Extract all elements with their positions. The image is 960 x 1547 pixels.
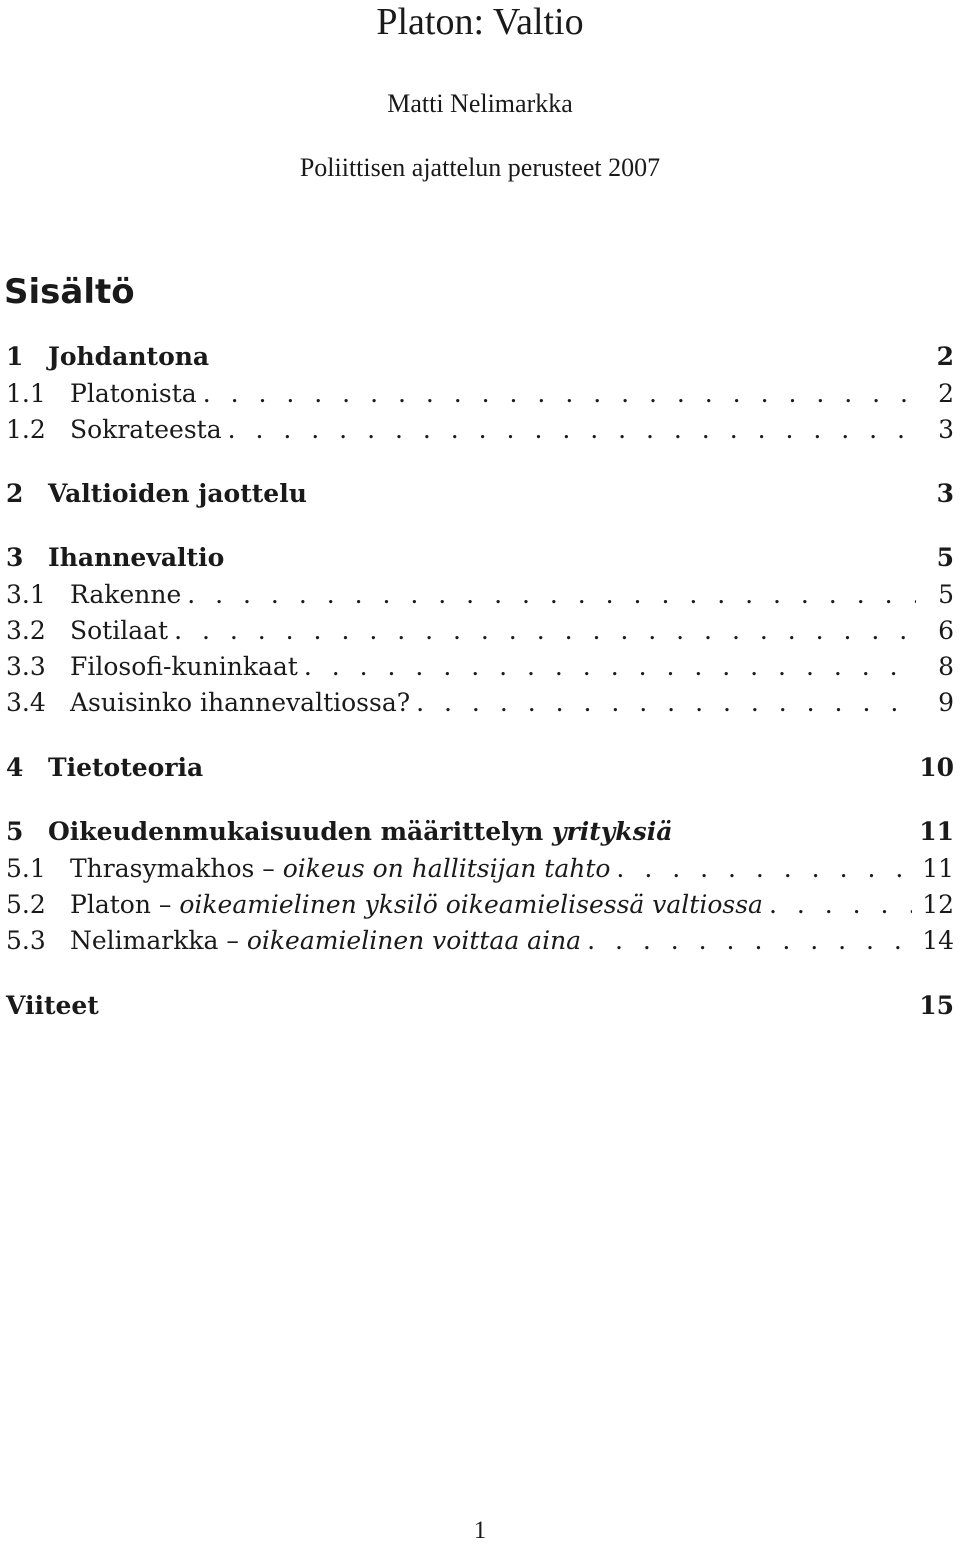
toc-section-entry[interactable] — [6, 888, 954, 922]
toc-entry-number: 1.1 — [6, 379, 46, 408]
toc-entry-number: 4 — [6, 753, 24, 782]
toc-entry-title-text: Nelimarkka – — [70, 926, 239, 955]
toc-section-entry[interactable] — [6, 578, 954, 612]
toc-entry-title — [48, 815, 672, 849]
toc-entry-title-emphasis: oikeus on hallitsijan tahto — [282, 854, 611, 883]
toc-entry-title-text: Asuisinko ihannevaltiossa? — [70, 688, 411, 717]
toc-entry-page: 11 — [919, 817, 954, 846]
toc-entry-page: 12 — [922, 890, 954, 919]
toc-dot-leader — [304, 650, 916, 684]
toc-section-entry[interactable] — [6, 852, 954, 886]
toc-section-entry[interactable] — [6, 614, 954, 648]
toc-entry-number: 5.3 — [6, 926, 46, 955]
toc-entry-page: 11 — [922, 854, 954, 883]
toc-entry-title-emphasis: yrityksiä — [552, 817, 673, 846]
toc-entry-title-text: Ihannevaltio — [48, 543, 225, 572]
toc-entry-number: 5.2 — [6, 890, 46, 919]
toc-entry-number: 3.2 — [6, 616, 46, 645]
toc-entry-number: 2 — [6, 479, 24, 508]
toc-entry-title-text: Platonista — [70, 379, 197, 408]
toc-entry-title — [6, 614, 168, 648]
toc-section-entry[interactable] — [6, 377, 954, 411]
toc-dot-leader — [174, 614, 916, 648]
toc-entry-title — [48, 340, 209, 374]
toc-entry-page: 5 — [936, 543, 954, 572]
toc-dot-leader — [203, 377, 916, 411]
toc-entry-title — [6, 852, 610, 886]
toc-chapter-entry[interactable] — [6, 815, 954, 849]
toc-section-entry[interactable] — [6, 686, 954, 720]
toc-section-entry[interactable] — [6, 924, 954, 958]
toc-entry-page: 2 — [936, 342, 954, 371]
toc-entry-title-text: Valtioiden jaottelu — [48, 479, 307, 508]
toc-entry-page: 5 — [938, 580, 954, 609]
toc-entry-title — [48, 751, 203, 785]
toc-entry-title-text: Tietoteoria — [48, 753, 204, 782]
toc-entry-page: 14 — [922, 926, 954, 955]
toc-entry-page: 8 — [938, 652, 954, 681]
toc-entry-title — [6, 686, 410, 720]
toc-dot-leader — [228, 413, 916, 447]
toc-entry-title-text: Sokrateesta — [70, 415, 222, 444]
toc-entry-page: 2 — [938, 379, 954, 408]
document-title: Platon: Valtio — [376, 1, 584, 43]
toc-entry-page: 15 — [919, 991, 954, 1020]
toc-section-entry[interactable] — [6, 413, 954, 447]
toc-entry-title — [6, 924, 581, 958]
toc-entry-title-text: Filosofi-kuninkaat — [70, 652, 298, 681]
page-number: 1 — [473, 1517, 487, 1544]
toc-entry-title-text: Viiteet — [6, 991, 99, 1020]
toc-dot-leader — [587, 924, 912, 958]
toc-entry-title-text: Rakenne — [70, 580, 182, 609]
toc-entry-title-text: Johdantona — [48, 342, 210, 371]
toc-entry-page: 3 — [936, 479, 954, 508]
toc-entry-title-emphasis: oikeamielinen voittaa aina — [246, 926, 582, 955]
toc-dot-leader — [769, 888, 912, 922]
toc-chapter-entry[interactable] — [6, 477, 954, 511]
toc-entry-number: 5.1 — [6, 854, 46, 883]
toc-entry-title-text: Oikeudenmukaisuuden määrittelyn — [48, 817, 544, 846]
toc-entry-title — [48, 477, 307, 511]
document-author: Matti Nelimarkka — [387, 89, 573, 118]
toc-entry-title-text: Thrasymakhos – — [70, 854, 275, 883]
toc-chapter-entry[interactable] — [6, 541, 954, 575]
toc-section-entry[interactable] — [6, 650, 954, 684]
toc-entry-title-text: Platon – — [70, 890, 172, 919]
toc-entry-number: 1.2 — [6, 415, 46, 444]
toc-entry-page: 9 — [938, 688, 954, 717]
document-course: Poliittisen ajattelun perusteet 2007 — [299, 153, 661, 182]
toc-chapter-entry[interactable] — [6, 340, 954, 374]
toc-chapter-entry[interactable] — [6, 989, 954, 1023]
toc-chapter-entry[interactable] — [6, 751, 954, 785]
toc-entry-number: 1 — [6, 342, 24, 371]
toc-entry-number: 3.4 — [6, 688, 46, 717]
toc-entry-title-emphasis: oikeamielinen yksilö oikeamielisessä valtiossa — [179, 890, 763, 919]
toc-entry-title-text: Sotilaat — [70, 616, 169, 645]
toc-entry-page: 6 — [938, 616, 954, 645]
toc-entry-title — [6, 377, 197, 411]
toc-entry-title — [6, 888, 763, 922]
toc-dot-leader — [416, 686, 916, 720]
toc-entry-number: 5 — [6, 817, 24, 846]
toc-entry-page: 3 — [938, 415, 954, 444]
toc-entry-number: 3.3 — [6, 652, 46, 681]
toc-entry-number: 3.1 — [6, 580, 46, 609]
toc-entry-title — [6, 650, 298, 684]
toc-entry-title — [6, 989, 99, 1023]
toc-entry-title — [6, 578, 181, 612]
toc-entry-page: 10 — [919, 753, 954, 782]
toc-heading: Sisältö — [4, 272, 135, 312]
toc-dot-leader — [616, 852, 912, 886]
toc-entry-title — [6, 413, 222, 447]
toc-entry-number: 3 — [6, 543, 24, 572]
toc-dot-leader — [187, 578, 916, 612]
toc-entry-title — [48, 541, 224, 575]
